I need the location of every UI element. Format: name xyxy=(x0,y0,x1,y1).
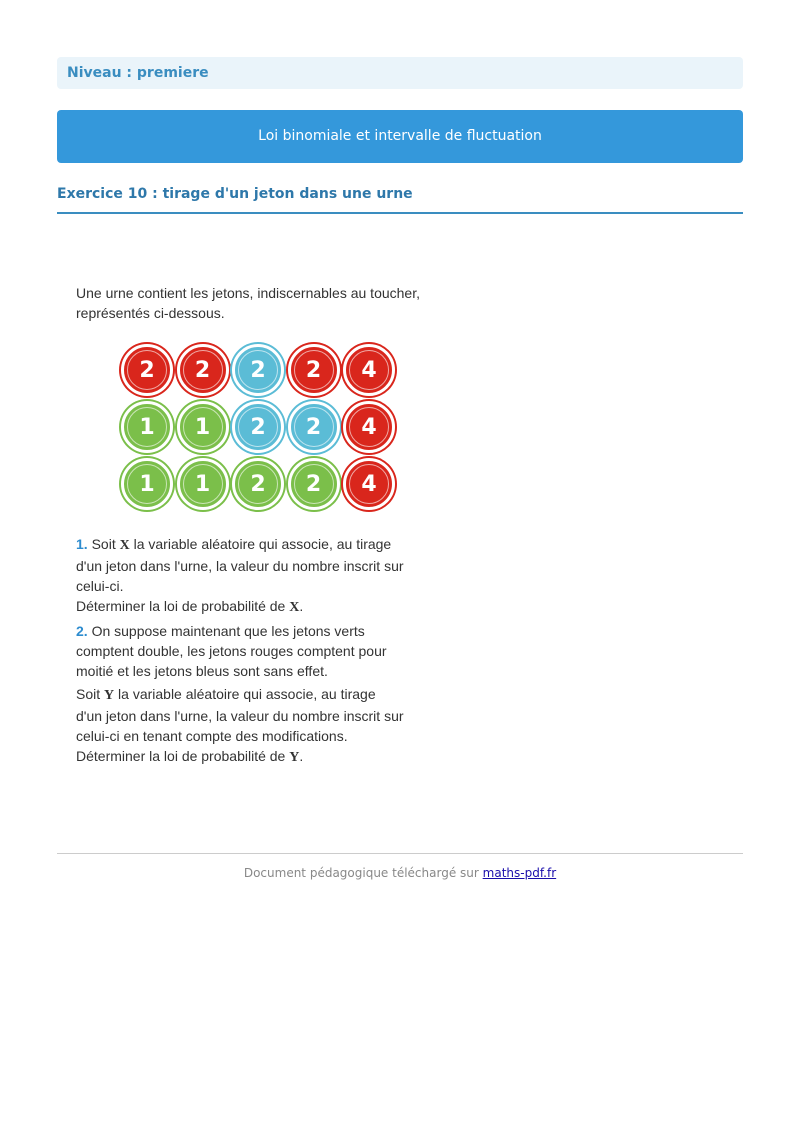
token-value: 4 xyxy=(349,464,389,504)
question-text xyxy=(76,596,456,618)
token-grid xyxy=(119,342,399,512)
level-badge: Niveau : premiere xyxy=(57,57,743,89)
token-value: 4 xyxy=(349,350,389,390)
questions xyxy=(76,534,456,768)
token-red xyxy=(343,458,395,510)
question-text: On suppose maintenant que les jetons verts xyxy=(91,623,365,639)
token-value: 1 xyxy=(127,464,167,504)
token-green xyxy=(232,458,284,510)
token-red xyxy=(177,344,229,396)
chapter-banner: Loi binomiale et intervalle de fluctuation xyxy=(57,110,743,163)
token-value: 2 xyxy=(183,350,223,390)
token-value: 2 xyxy=(238,464,278,504)
token-value: 2 xyxy=(238,407,278,447)
question-text xyxy=(76,746,456,768)
question-text xyxy=(76,684,456,706)
punctuation: . xyxy=(299,598,304,614)
token-value: 4 xyxy=(349,407,389,447)
token-value: 1 xyxy=(183,464,223,504)
question-2 xyxy=(76,621,456,641)
token-blue xyxy=(232,401,284,453)
question-text: la variable aléatoire qui associe, au tirage xyxy=(133,536,392,552)
question-text: comptent double, les jetons rouges comptent pour xyxy=(76,643,387,659)
variable-x: X xyxy=(289,600,300,615)
token-blue xyxy=(288,401,340,453)
variable-y: Y xyxy=(289,750,300,765)
token-value: 2 xyxy=(294,407,334,447)
question-text: d'un jeton dans l'urne, la valeur du nombre inscrit sur xyxy=(76,708,404,724)
token-value: 1 xyxy=(127,407,167,447)
exercise-intro xyxy=(76,283,456,323)
question-1 xyxy=(76,534,456,556)
question-text: Soit xyxy=(91,536,116,552)
token-green xyxy=(288,458,340,510)
token-green xyxy=(121,458,173,510)
question-text: moitié et les jetons bleus sont sans effet. xyxy=(76,663,328,679)
token-red xyxy=(343,344,395,396)
token-value: 2 xyxy=(238,350,278,390)
question-text: Déterminer la loi de probabilité de xyxy=(76,748,286,764)
token-red xyxy=(343,401,395,453)
question-text: celui-ci en tenant compte des modifications. xyxy=(76,728,348,744)
exercise-title: Exercice 10 : tirage d'un jeton dans une urne xyxy=(57,186,743,214)
question-text: la variable aléatoire qui associe, au tirage xyxy=(118,686,376,702)
question-number: 2. xyxy=(76,623,88,639)
question-number: 1. xyxy=(76,536,88,552)
variable-y: Y xyxy=(104,688,115,703)
footer-divider xyxy=(57,853,743,854)
token-value: 2 xyxy=(294,350,334,390)
footer-text: Document pédagogique téléchargé sur xyxy=(243,866,479,880)
question-text: Déterminer la loi de probabilité de xyxy=(76,598,286,614)
token-blue xyxy=(232,344,284,396)
question-text: d'un jeton dans l'urne, la valeur du nombre inscrit sur xyxy=(76,558,404,574)
token-green xyxy=(177,458,229,510)
token-value: 2 xyxy=(127,350,167,390)
token-value: 2 xyxy=(294,464,334,504)
footer-link[interactable]: maths-pdf.fr xyxy=(482,866,557,880)
token-red xyxy=(121,344,173,396)
token-green xyxy=(121,401,173,453)
punctuation: . xyxy=(299,748,304,764)
question-text: celui-ci. xyxy=(76,578,124,594)
token-red xyxy=(288,344,340,396)
intro-line: Une urne contient les jetons, indiscernables au toucher, xyxy=(76,285,420,301)
intro-line: représentés ci-dessous. xyxy=(76,305,225,321)
variable-x: X xyxy=(119,538,130,553)
token-value: 1 xyxy=(183,407,223,447)
token-green xyxy=(177,401,229,453)
question-text: Soit xyxy=(76,686,101,702)
footer xyxy=(57,866,743,880)
